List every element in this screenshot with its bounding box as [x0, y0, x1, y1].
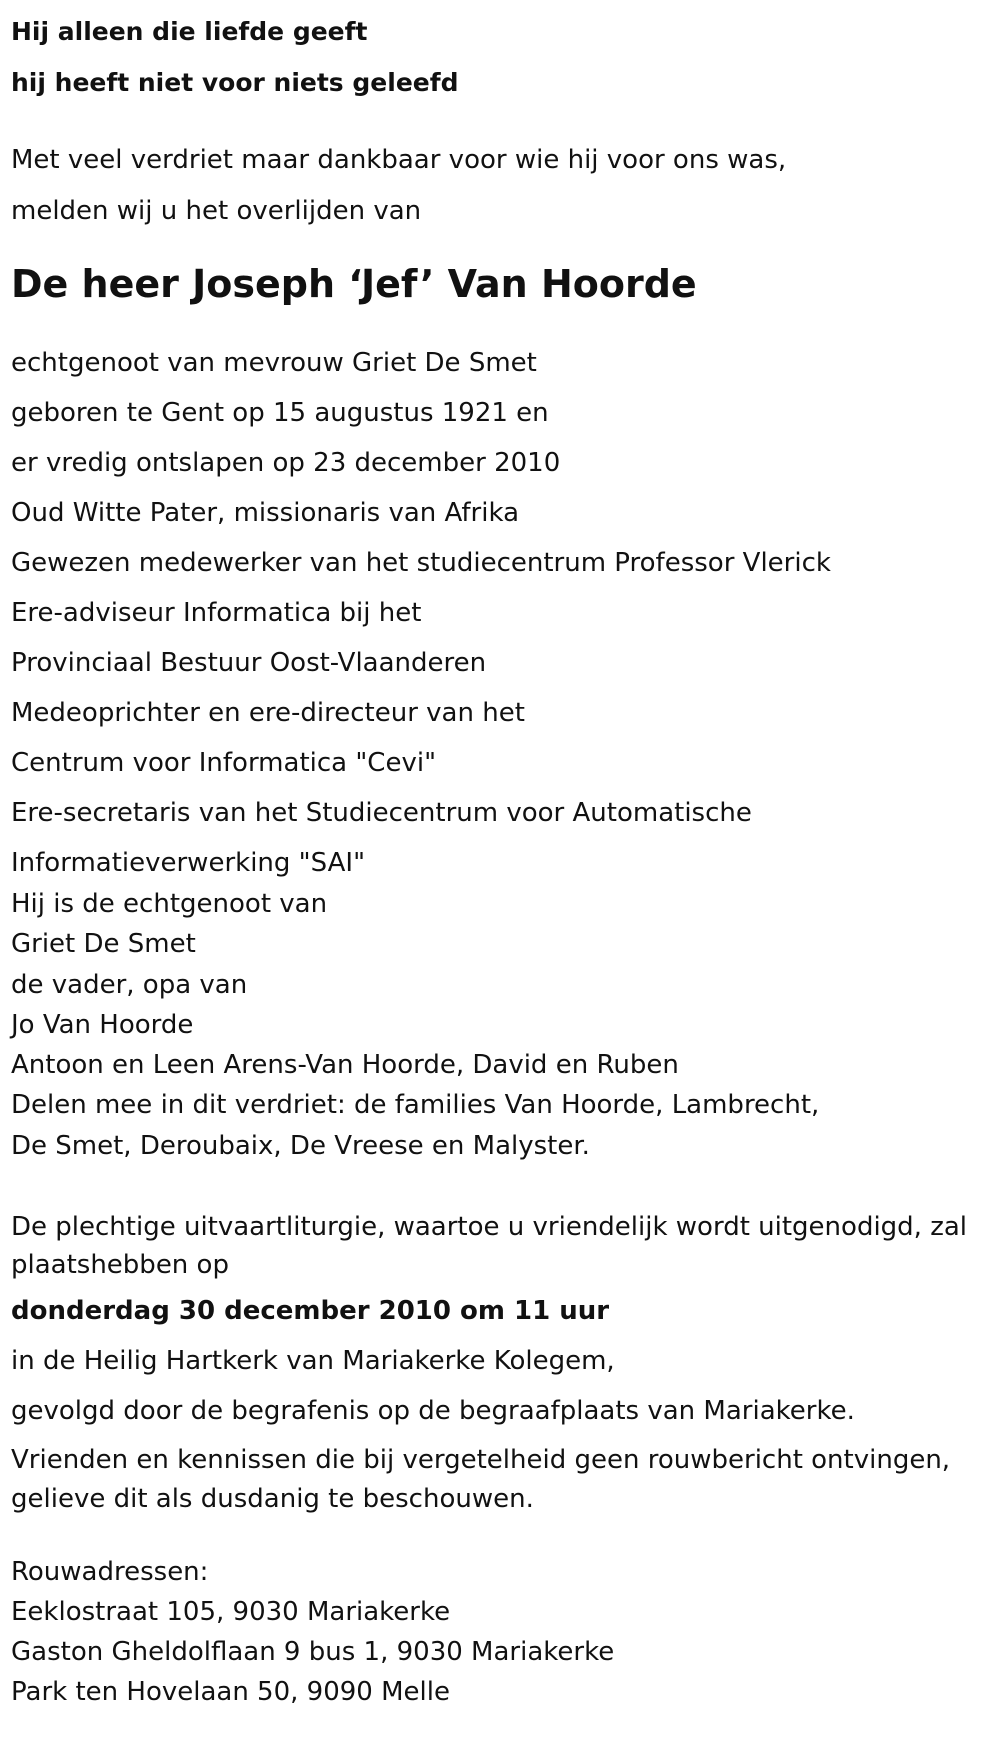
bio-line: Medeoprichter en ere-directeur van het	[11, 698, 525, 728]
verse-line-2: hij heeft niet voor niets geleefd	[11, 68, 459, 97]
bio-line: Informatieverwerking "SAI"	[11, 848, 366, 878]
family-line: De Smet, Deroubaix, De Vreese en Malyster.	[11, 1130, 590, 1161]
intro-line-1: Met veel verdriet maar dankbaar voor wie hij voor ons was,	[11, 145, 787, 175]
verse-line-1: Hij alleen die liefde geeft	[11, 17, 368, 46]
addresses-heading: Rouwadressen:	[11, 1557, 209, 1588]
biography	[11, 338, 1000, 888]
memorial-verse	[11, 6, 1000, 108]
bio-line: Provinciaal Bestuur Oost-Vlaanderen	[11, 648, 487, 678]
bio-line: echtgenoot van mevrouw Griet De Smet	[11, 348, 537, 378]
family-list	[11, 884, 1000, 1166]
obituary-page	[0, 6, 1000, 1756]
funeral-details	[11, 1208, 1000, 1284]
announcement-intro	[11, 135, 1000, 237]
family-line: de vader, opa van	[11, 969, 248, 1000]
family-line: Griet De Smet	[11, 929, 196, 960]
bio-line: Gewezen medewerker van het studiecentrum Professor Vlerick	[11, 548, 831, 578]
notice-line-2: gelieve dit als dusdanig te beschouwen.	[11, 1484, 534, 1515]
bio-line: Ere-secretaris van het Studiecentrum voor Automatische	[11, 798, 752, 828]
family-line: Hij is de echtgenoot van	[11, 889, 328, 919]
address-line: Gaston Gheldolflaan 9 bus 1, 9030 Mariakerke	[11, 1637, 615, 1668]
family-line: Antoon en Leen Arens-Van Hoorde, David en Ruben	[11, 1050, 679, 1081]
family-line: Delen mee in dit verdriet: de families Van Hoorde, Lambrecht,	[11, 1090, 820, 1121]
intro-line-2: melden wij u het overlijden van	[11, 196, 422, 226]
funeral-location	[11, 1336, 1000, 1436]
address-line: Eeklostraat 105, 9030 Mariakerke	[11, 1597, 451, 1628]
notice-line-1: Vrienden en kennissen die bij vergetelheid geen rouwbericht ontvingen,	[11, 1445, 951, 1476]
funeral-date: donderdag 30 december 2010 om 11 uur	[11, 1296, 610, 1327]
family-line: Jo Van Hoorde	[11, 1009, 194, 1040]
bio-line: Ere-adviseur Informatica bij het	[11, 598, 422, 628]
bio-line: Oud Witte Pater, missionaris van Afrika	[11, 498, 520, 528]
bio-line: geboren te Gent op 15 augustus 1921 en	[11, 398, 549, 428]
address-line: Park ten Hovelaan 50, 9090 Melle	[11, 1677, 450, 1708]
funeral-burial: gevolgd door de begrafenis op de begraafplaats van Mariakerke.	[11, 1396, 855, 1427]
funeral-church: in de Heilig Hartkerk van Mariakerke Kolegem,	[11, 1346, 615, 1377]
funeral-invitation: De plechtige uitvaartliturgie, waartoe u vriendelijk wordt uitgenodigd, zal plaatshebben op	[11, 1212, 968, 1281]
deceased-name: De heer Joseph ‘Jef’ Van Hoorde	[11, 262, 697, 306]
notice-text	[11, 1441, 1000, 1519]
bio-line: Centrum voor Informatica "Cevi"	[11, 748, 437, 778]
bio-line: er vredig ontslapen op 23 december 2010	[11, 448, 561, 478]
mourning-addresses	[11, 1552, 1000, 1712]
